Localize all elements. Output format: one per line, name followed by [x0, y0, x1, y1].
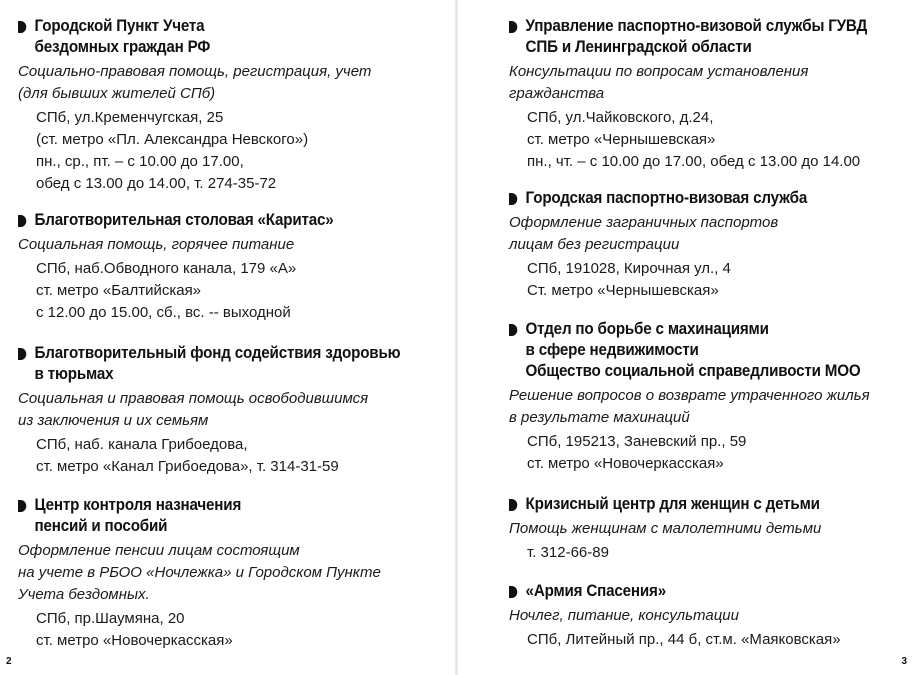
- entry-caritas-canteen: [18, 210, 448, 324]
- entry-details: СПб, наб.Обводного канала, 179 «А» ст. метро «Балтийская» с 12.00 до 15.00, сб., вс. -- выходной: [36, 260, 297, 321]
- bullet-marker-icon: [18, 500, 26, 512]
- entry-subtitle: Оформление заграничных паспортов лицам без регистрации: [509, 214, 779, 253]
- entry-details: СПб, ул.Кременчугская, 25 (ст. метро «Пл. Александра Невского») пн., ср., пт. – с 10.00 до 17.00, обед с 13.00 до 14.00, т. 274-35-72: [36, 109, 309, 192]
- entry-title: «Армия Спасения»: [525, 582, 666, 600]
- entry-real-estate-fraud-department: [509, 319, 905, 475]
- entry-crisis-center-women: [509, 494, 905, 564]
- entry-details: СПб, 195213, Заневский пр., 59 ст. метро «Новочеркасская»: [527, 433, 747, 472]
- entry-title: Центр контроля назначения пенсий и пособий: [34, 496, 242, 535]
- entry-subtitle: Социальная помощь, горячее питание: [18, 236, 295, 253]
- bullet-marker-icon: [18, 348, 26, 360]
- bullet-marker-icon: [509, 324, 517, 336]
- bullet-marker-icon: [18, 215, 26, 227]
- entry-subtitle: Оформление пенсии лицам состоящим на учете в РБОО «Ночлежка» и Городском Пункте Учета бездомных.: [18, 542, 381, 603]
- entry-subtitle: Социальная и правовая помощь освободившимся из заключения и их семьям: [18, 390, 369, 429]
- page-right: [457, 0, 913, 675]
- bullet-marker-icon: [509, 21, 517, 33]
- entry-details: СПб, Литейный пр., 44 б, ст.м. «Маяковская»: [527, 631, 841, 648]
- bullet-marker-icon: [509, 586, 517, 598]
- entry-title: Отдел по борьбе с махинациями в сфере недвижимости Общество социальной справедливости МОО: [525, 320, 861, 380]
- entry-subtitle: Решение вопросов о возврате утраченного жилья в результате махинаций: [509, 387, 870, 426]
- bullet-marker-icon: [18, 21, 26, 33]
- page-number: 2: [6, 656, 12, 667]
- entry-homeless-registration-point: [18, 16, 448, 195]
- entry-title: Городской Пункт Учета бездомных граждан РФ: [34, 17, 211, 56]
- entry-details: СПб, пр.Шаумяна, 20 ст. метро «Новочеркасская»: [36, 610, 233, 649]
- bullet-marker-icon: [509, 193, 517, 205]
- entry-city-passport-service: [509, 188, 905, 302]
- entry-title: Городская паспортно-визовая служба: [525, 189, 808, 207]
- entry-subtitle: Консультации по вопросам установления гражданства: [509, 63, 809, 102]
- entry-title: Кризисный центр для женщин с детьми: [525, 495, 820, 513]
- entry-subtitle: Помощь женщинам с малолетними детьми: [509, 520, 822, 537]
- entry-salvation-army: [509, 581, 905, 651]
- entry-details: СПб, наб. канала Грибоедова, ст. метро «Канал Грибоедова», т. 314-31-59: [36, 436, 339, 475]
- entry-subtitle: Социально-правовая помощь, регистрация, учет (для бывших жителей СПб): [18, 63, 372, 102]
- bullet-marker-icon: [509, 499, 517, 511]
- entry-title: Благотворительный фонд содействия здоровью в тюрьмах: [34, 344, 401, 383]
- entry-prison-health-fund: [18, 343, 448, 478]
- page-number: 3: [901, 656, 907, 667]
- entry-subtitle: Ночлег, питание, консультации: [509, 607, 739, 624]
- entry-title: Управление паспортно-визовой службы ГУВД СПБ и Ленинградской области: [525, 17, 868, 56]
- page-left: [0, 0, 456, 675]
- entry-details: СПб, 191028, Кирочная ул., 4 Ст. метро «Чернышевская»: [527, 260, 731, 299]
- entry-details: СПб, ул.Чайковского, д.24, ст. метро «Чернышевская» пн., чт. – с 10.00 до 17.00, обед с 13.00 до 14.00: [527, 109, 861, 170]
- entry-pension-control-center: [18, 495, 448, 652]
- entry-title: Благотворительная столовая «Каритас»: [34, 211, 334, 229]
- entry-passport-visa-department: [509, 16, 905, 173]
- entry-details: т. 312-66-89: [527, 544, 609, 561]
